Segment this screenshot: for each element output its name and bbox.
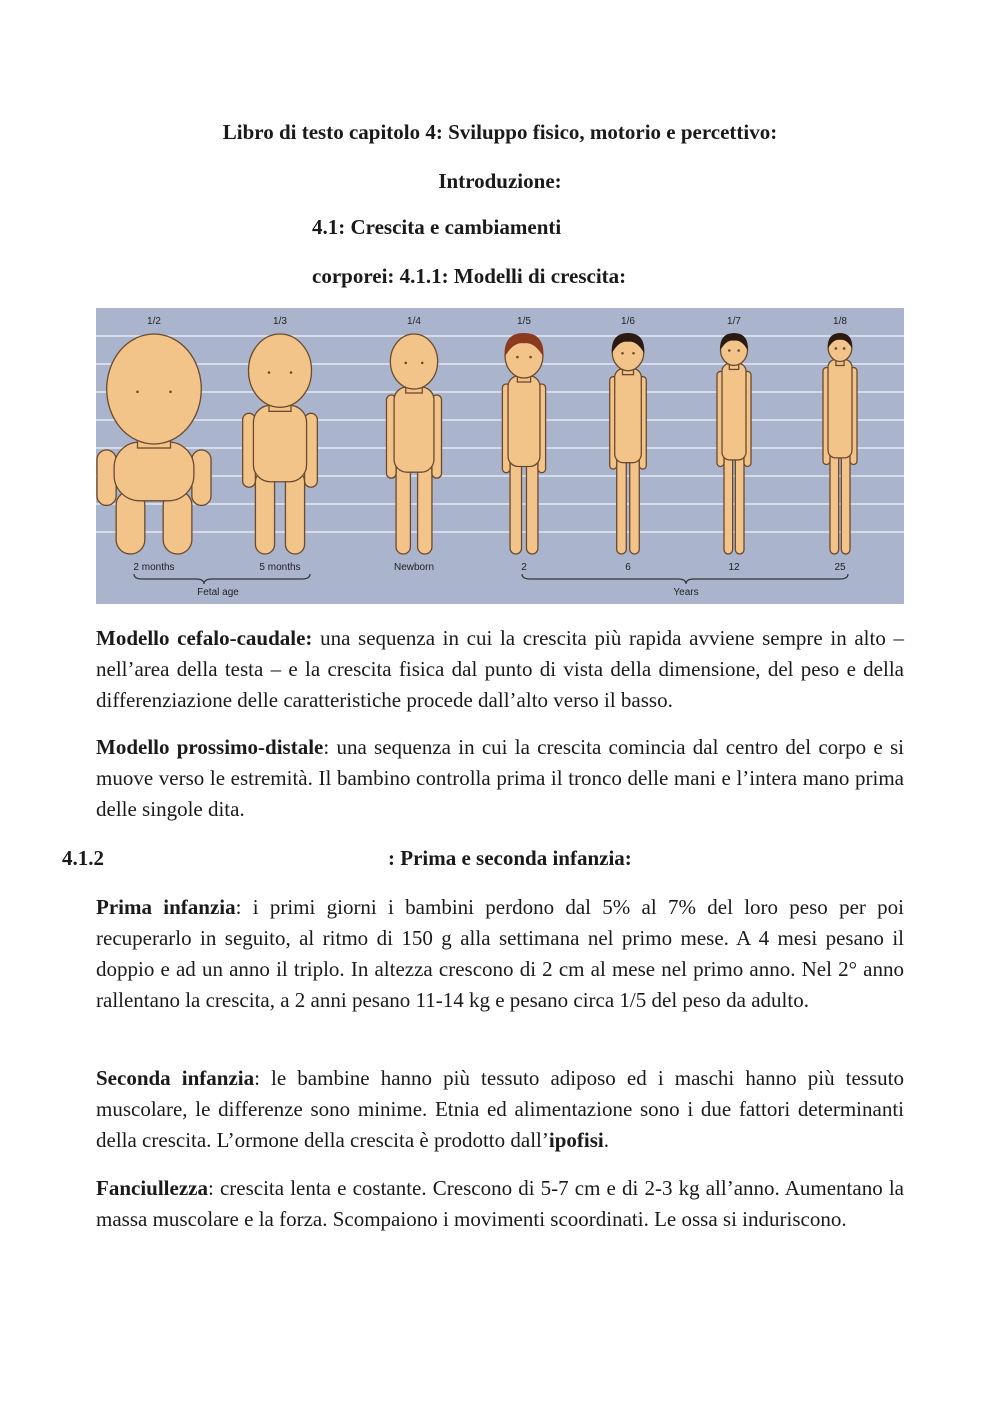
paragraph-seconda-infanzia (96, 1063, 904, 1156)
head-fraction-label-6: 1/7 (727, 316, 741, 327)
term-fanciullezza: Fanciullezza (96, 1176, 208, 1200)
section-number-4-1-2: 4.1.2 (62, 846, 104, 870)
age-label-2: 5 months (259, 562, 301, 573)
age-label-1: 2 months (133, 562, 175, 573)
text-fanciullezza: : crescita lenta e costante. Crescono di 5-7 cm e di 2-3 kg all’anno. Aumentano la massa muscolare e la forza. Scompaiono i movimenti scoordinati. Le ossa si induriscono. (96, 1176, 904, 1231)
growth-proportions-figure (96, 308, 904, 604)
head-fraction-label-4: 1/5 (517, 316, 531, 327)
text-seconda-infanzia: : le bambine hanno più tessuto adiposo ed i maschi hanno più tessuto muscolare, le differenze sono minime. Etnia ed alimentazione sono i due fattori determinanti della crescita. L’ormone della crescita è prodotto dall’ (96, 1066, 904, 1152)
section-heading-4-1-1: corporei: 4.1.1: Modelli di crescita: (312, 264, 627, 288)
age-label-6: 12 (728, 562, 740, 573)
years-label: Years (673, 587, 699, 598)
age-label-3: Newborn (393, 562, 435, 573)
term-seconda-infanzia: Seconda infanzia (96, 1066, 255, 1090)
intro-heading: Introduzione: (438, 169, 562, 193)
paragraph-prima-infanzia (96, 892, 904, 1016)
age-label-4: 2 (521, 562, 527, 573)
term-cephalocaudal: Modello cefalo-caudale: (96, 626, 313, 650)
age-label-5: 6 (625, 562, 631, 573)
age-label-7: 25 (834, 562, 846, 573)
section-title-4-1-2: : Prima e seconda infanzia: (388, 846, 632, 870)
paragraph-proximodistal (96, 732, 904, 825)
head-fraction-label-5: 1/6 (621, 316, 635, 327)
head-fraction-label-7: 1/8 (833, 316, 847, 327)
text-prima-infanzia: : i primi giorni i bambini perdono dal 5% al 7% del loro peso per poi recuperarlo in seguito, al ritmo di 150 g alla settimana nel primo mese. A 4 mesi pesano il doppio e ad un anno il triplo. In altezza crescono di 2 cm al mese nel primo anno. Nel 2° anno rallentano la crescita, a 2 anni pesano 11-14 kg e pesano circa 1/5 del peso da adulto. (96, 895, 904, 1012)
section-heading-4-1: 4.1: Crescita e cambiamenti (312, 215, 562, 239)
page-title: Libro di testo capitolo 4: Sviluppo fisico, motorio e percettivo: (222, 120, 778, 144)
paragraph-fanciullezza (96, 1173, 904, 1235)
text-proximodistal: : una sequenza in cui la crescita comincia dal centro del corpo e si muove verso le estremità. Il bambino controlla prima il tronco delle mani e l’intera mano prima delle singole dita. (96, 735, 904, 821)
text-seconda-infanzia-end: . (603, 1128, 609, 1152)
paragraph-cephalocaudal (96, 623, 904, 716)
text-cephalocaudal: una sequenza in cui la crescita più rapida avviene sempre in alto – nell’area della testa – e la crescita fisica dal punto di vista della dimensione, del peso e della differenziazione delle caratteristiche procede dall’alto verso il basso. (96, 626, 905, 712)
figure-background (96, 308, 904, 604)
head-fraction-label-1: 1/2 (147, 316, 161, 327)
term-ipofisi: ipofisi (548, 1128, 604, 1152)
term-prima-infanzia: Prima infanzia (96, 895, 236, 919)
head-fraction-label-2: 1/3 (273, 316, 287, 327)
head-fraction-label-3: 1/4 (407, 316, 421, 327)
fetal-age-label: Fetal age (197, 587, 239, 598)
term-proximodistal: Modello prossimo-distale (96, 735, 324, 759)
